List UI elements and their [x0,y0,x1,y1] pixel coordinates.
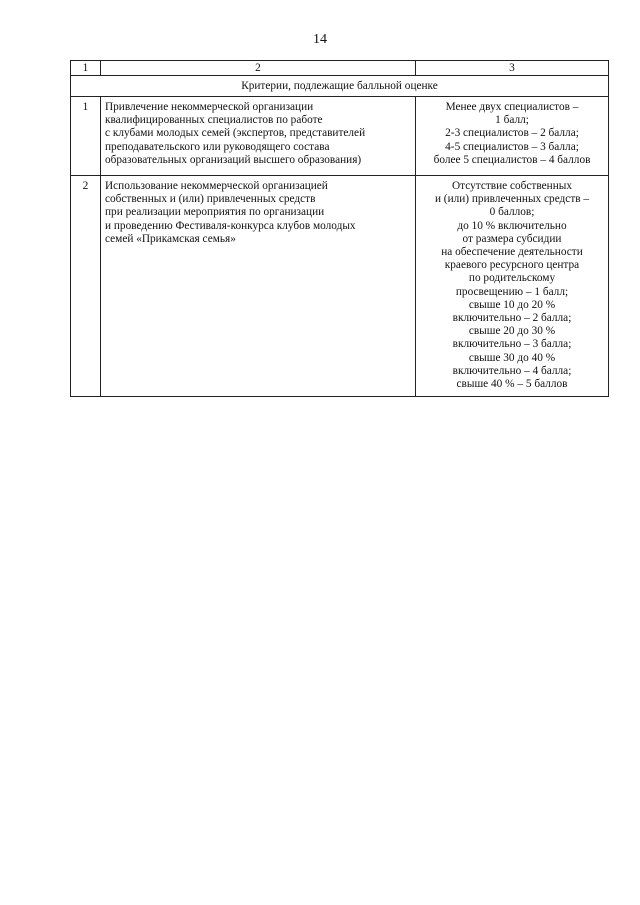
description-line: образовательных организаций высшего образования) [105,153,362,166]
page-number: 14 [313,32,327,47]
score-line: Отсутствие собственных [452,180,572,192]
score-line: на обеспечение деятельности [441,246,583,259]
score-line: свыше 10 до 20 % [468,298,556,311]
description-line: Привлечение некоммерческой организации [105,101,314,113]
description-line: при реализации мероприятия по организации [105,206,325,219]
description-line: с клубами молодых семей (экспертов, представителей [105,127,366,140]
score-line: по родительскому [468,272,556,285]
description-line: квалифицированных специалистов по работе [105,114,323,127]
score-line: свыше 30 до 40 % [468,351,556,364]
score-line: включительно – 3 балла; [452,338,572,351]
score-line: свыше 40 % – 5 баллов [456,378,568,391]
score-line: просвещению – 1 балл; [455,285,569,298]
score-line: свыше 20 до 30 % [468,325,556,338]
criterion-description [101,176,416,397]
score-line: 4-5 специалистов – 3 балла; [445,140,579,153]
column-number-3: 3 [416,61,609,76]
score-line: включительно – 4 балла; [452,364,572,377]
table-row [71,176,609,397]
score-line: более 5 специалистов – 4 баллов [433,153,591,166]
score-line: включительно – 2 балла; [452,312,572,325]
column-number-2: 2 [101,61,416,76]
criterion-score [416,176,609,397]
description-line: семей «Прикамская семья» [105,232,236,245]
score-line: 0 баллов; [489,206,535,219]
description-line: и проведению Фестиваля-конкурса клубов молодых [105,219,356,232]
description-line: собственных и (или) привлеченных средств [105,193,316,206]
description-line: Использование некоммерческой организацией [105,180,328,192]
score-line: до 10 % включительно [457,219,567,232]
row-number: 2 [71,176,101,397]
column-number-1: 1 [71,61,101,76]
description-line: преподавательского или руководящего состава [105,140,330,153]
score-line: краевого ресурсного центра [444,259,580,272]
score-line: Менее двух специалистов – [445,101,579,113]
score-line: и (или) привлеченных средств – [434,193,590,206]
score-line: от размера субсидии [462,232,562,245]
section-row [71,76,609,97]
criterion-score [416,97,609,176]
score-line: 2-3 специалистов – 2 балла; [445,127,579,140]
score-line: 1 балл; [495,114,529,127]
section-title: Критерии, подлежащие балльной оценке [71,76,609,97]
table-row [71,97,609,176]
criteria-table [70,60,609,397]
row-number: 1 [71,97,101,176]
column-number-row [71,61,609,76]
criterion-description [101,97,416,176]
